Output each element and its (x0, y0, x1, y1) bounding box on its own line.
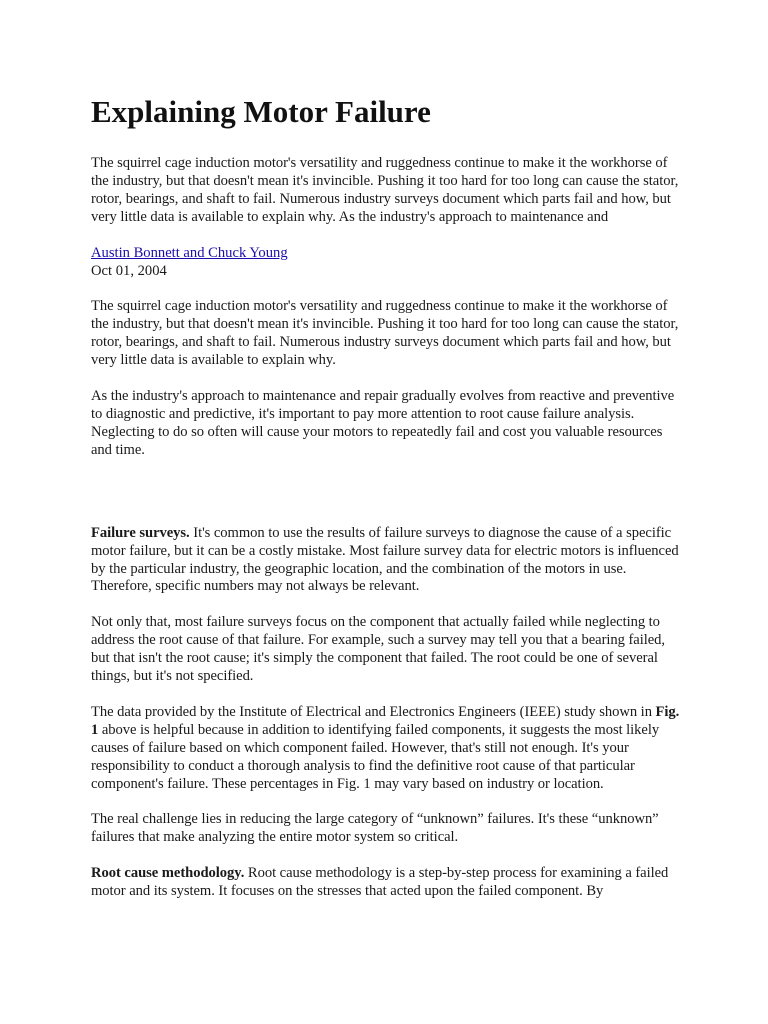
body-paragraph-4: Not only that, most failure surveys focus on the component that actually failed while neglecting to address the root cause of that failure. For example, such a survey may tell you that a bearing failed, but that isn't the root cause; it's simply the component that failed. The root could be one of several things, but it's not specified. (91, 614, 665, 685)
section-heading-root-cause: Root cause methodology. (91, 865, 245, 882)
publish-date: Oct 01, 2004 (91, 262, 167, 279)
body-paragraph-2: As the industry's approach to maintenance and repair gradually evolves from reactive and preventive to diagnostic and predictive, it's important to pay more attention to root cause failure analysis. Neglecting to do so often will cause your motors to repeatedly fail and cost you valuable resources and time. (91, 388, 675, 458)
page-title: Explaining Motor Failure (91, 94, 431, 129)
section-heading-failure-surveys: Failure surveys. (91, 524, 190, 541)
body-paragraph-ieee (91, 704, 681, 794)
article-summary: The squirrel cage induction motor's versatility and ruggedness continue to make it the workhorse of the industry, but that doesn't mean it's invincible. Pushing it too hard for too long can cause the stator, rotor, bearings, and shaft to fail. Numerous industry surveys document which parts fail and how, but very little data is available to explain why. As the industry's approach to maintenance and (91, 155, 679, 225)
article (91, 92, 681, 901)
authors-link[interactable]: Austin Bonnett and Chuck Young (91, 244, 288, 261)
figure-gap (91, 460, 681, 525)
author-byline (91, 245, 681, 263)
ieee-text-pre: The data provided by the Institute of Electrical and Electronics Engineers (IEEE) study shown in (91, 703, 656, 720)
figure-reference: Fig. 1 (91, 703, 680, 738)
ieee-text-post: above is helpful because in addition to identifying failed components, it suggests the most likely causes of failure based on which component failed. However, that's still not enough. It's your responsibility to conduct a thorough analysis to find the definitive root cause of that particular component's failure. These percentages in Fig. 1 may vary based on industry or location. (91, 721, 660, 792)
body-paragraph-root-cause (91, 865, 681, 901)
body-paragraph-1: The squirrel cage induction motor's versatility and ruggedness continue to make it the workhorse of the industry, but that doesn't mean it's invincible. Pushing it too hard for too long can cause the stator, rotor, bearings, and shaft to fail. Numerous industry surveys document which parts fail and how, but very little data is available to explain why. (91, 298, 679, 369)
failure-surveys-text: It's common to use the results of failure surveys to diagnose the cause of a specific motor failure, but it can be a costly mistake. Most failure survey data for electric motors is influenced by the particular industry, the geographic location, and the combination of the motors in use. Therefore, specific numbers may not always be relevant. (91, 524, 679, 595)
body-paragraph-failure-surveys (91, 525, 681, 597)
body-paragraph-6: The real challenge lies in reducing the large category of “unknown” failures. It's these “unknown” failures that make analyzing the entire motor system so critical. (91, 811, 659, 846)
root-cause-text: Root cause methodology is a step-by-step process for examining a failed motor and its system. It focuses on the stresses that acted upon the failed component. By (91, 865, 669, 900)
